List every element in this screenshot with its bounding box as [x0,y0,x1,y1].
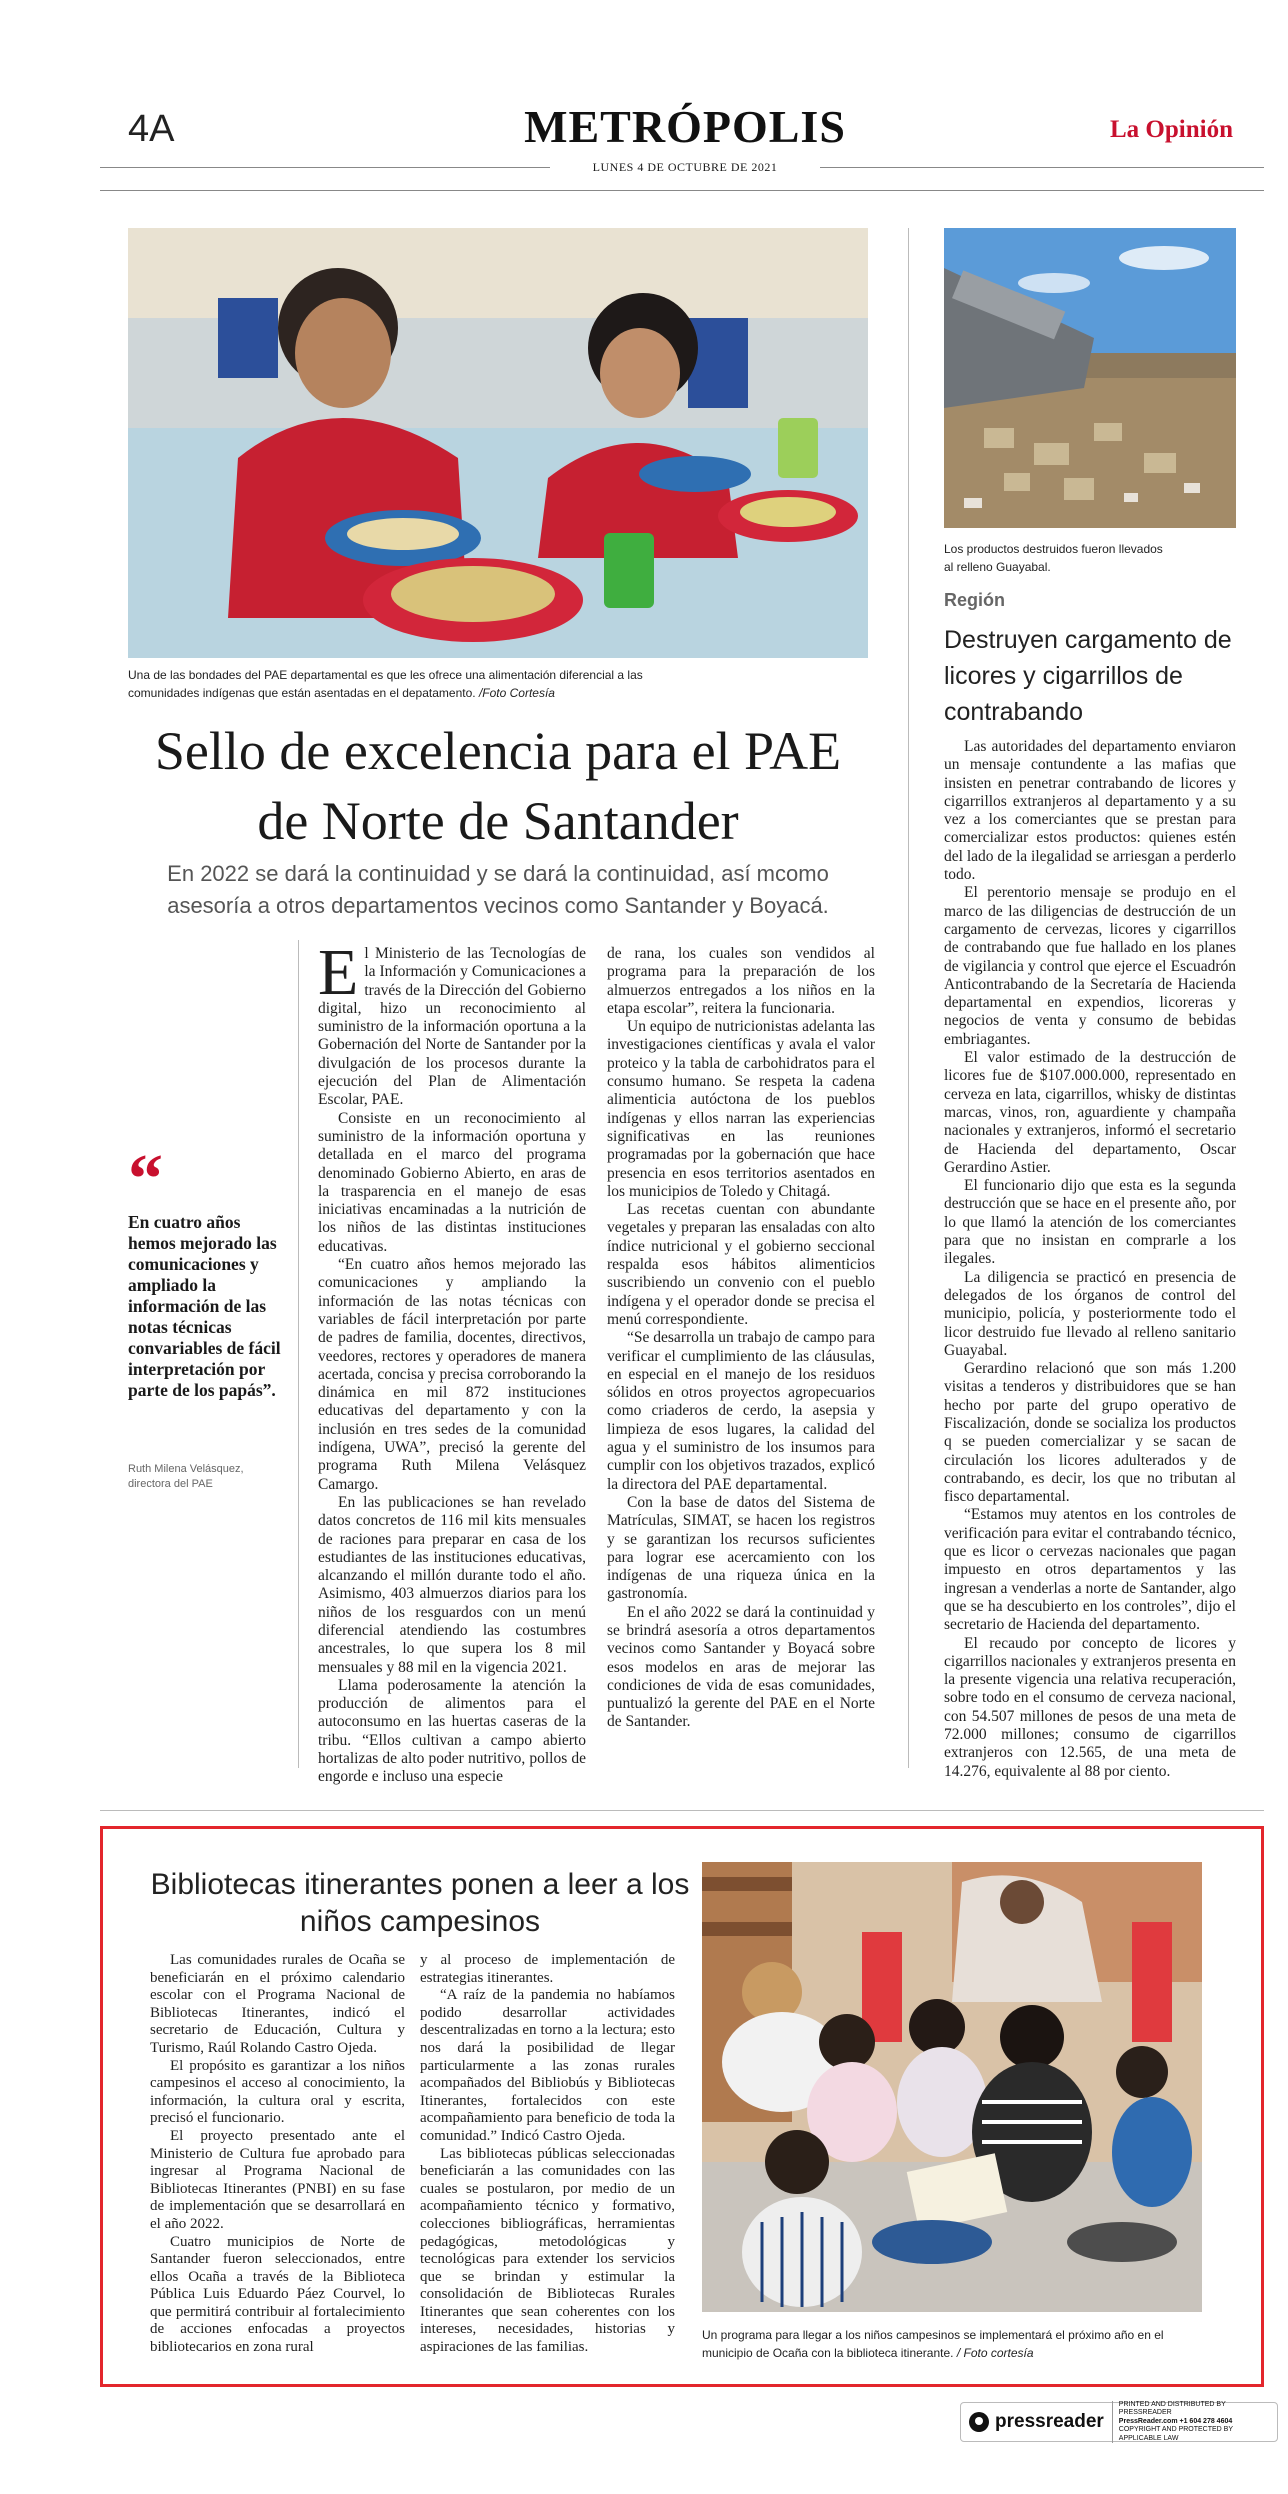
main-body-lead-text: l Ministerio de las Tecnologías de la Información y Comunicaciones a través de la Dirección del Gobierno digital, hizo un reconocimiento al suministro de la información oportuna a la Gobernación del Norte de Santander por la divulgación de los procesos durante la ejecución del Plan de Alimentación Escolar, PAE. [318,945,586,1109]
quote-mark-icon: “ [128,1141,163,1218]
main-body-paragraph: En las publicaciones se han revelado datos concretos de 116 mil kits mensuales de raciones para preparar en casa de los estudiantes de las instituciones educativas, alcanzando el millón durante todo el año. Asimismo, 403 almuerzos diarios para los niños de los resguardos con un menú diferencial atendiendo las costumbres ancestrales, lo que supera los 8 mil mensuales y 88 mil en la vigencia 2021. [318,1493,586,1676]
header-rule-bottom [100,190,1264,191]
drop-cap: E [318,936,359,1009]
main-body-paragraph: “En cuatro años hemos mejorado las comunicaciones y ampliando la información de las notas técnicas con variables de fácil interpretación por parte de padres de familia, docentes, directivos, veedores, rectores y operadores de manera acertada, concisa y precisa corroborando la dinámica en mil 872 instituciones educativas del departamento y con la inclusión en tres sedes de la comunidad indígena, UWA”, precisó la gerente del programa Ruth Milena Velásquez Camargo. [318,1256,586,1493]
pressreader-icon [969,2412,989,2432]
box-body-paragraph: y al proceso de implementación de estrategias itinerantes. [420,1952,675,1986]
main-body-column-2 [607,945,875,1732]
main-body-paragraph: Llama poderosamente la atención la producción de alimentos para el autoconsumo en las huertas caseras de la tribu. “Ellos cultivan a campo abierto hortalizas de alto poder nutritivo, pollos de engorde e incluso una especie [318,1676,586,1786]
side-body-paragraph: El perentorio mensaje se produjo en el marco de las diligencias de destrucción de un cargamento de cervezas, licores y cigarrillos de contrabando que fue hallado en los planes de vigilancia y control que ejerce el Escuadrón Anticontrabando de la Secretaría de Hacienda departamental en expendios, licoreras y negocios de venta y consumo de bebidas embriagantes. [944,884,1236,1048]
side-body-paragraph: Las autoridades del departamento enviaron un mensaje contundente a las mafias que insisten en penetrar contrabando de licores y cigarrillos extranjeros al departamento y a su vez a los comerciantes que se prestan para comercializar estos productos: quienes estén del lado de la ilegalidad se arriesgan a perderlo todo. [944,738,1236,884]
box-body-paragraph: Las bibliotecas públicas seleccionadas beneficiarán a las comunidades con las cuales se postularon, por medio de un acompañamiento técnico y formativo, colecciones bibliográficas, herramientas pedagógicas, metodológicas y tecnológicas para extender los servicios que se brindan y estimular la consolidación de Bibliotecas Rurales Itinerantes que sean coherentes con los intereses, necesidades, historias y aspiraciones de las familias. [420,2145,675,2356]
side-story-photo [944,228,1236,528]
column-divider-quote [298,940,299,1768]
main-story-photo [128,228,868,658]
main-body-paragraph: de rana, los cuales son vendidos al programa para la preparación de los almuerzos entregados a los niños en la etapa escolar”, reitera la funcionaria. [607,945,875,1017]
newspaper-logo: La Opinión [1110,116,1233,143]
main-body-paragraph: Un equipo de nutricionistas adelanta las investigaciones científicas y avala el valor proteico y la tabla de carbohidratos para el consumo humano. Se respeta la cadena alimenticia autóctona de los pueblos indígenas y ellos narran las experiencias significativas en las reuniones programadas por la gobernación que hace presencia en esos territorios asentados en los municipios de Toledo y Chitagá. [607,1018,875,1200]
side-body-paragraph: La diligencia se practicó en presencia de delegados de los órganos de control del municipio, policía, y posteriormente todo el licor destruido fue llevado al relleno sanitario Guayabal. [944,1268,1236,1359]
header-date: LUNES 4 DE OCTUBRE DE 2021 [592,160,778,174]
box-photo-credit: / Foto cortesía [956,2346,1034,2360]
main-photo-caption-text: Una de las bondades del PAE departamental es que les ofrece una alimentación diferencial a las comunidades indígenas que están asentadas en el depatamento. [128,668,643,700]
side-body-paragraph: El recaudo por concepto de licores y cigarrillos nacionales y extranjeros presenta en la presente vigencia una relativa recuperación, sobre todo en el consumo de cerveza nacional, con 54.507 millones de pesos de una meta de 72.000 millones; consumo de cigarrillos extranjeros con 12.565, de una meta de 14.276, equivalente al 88 por ciento. [944,1634,1236,1780]
box-story-photo [702,1862,1202,2312]
section-title: METRÓPOLIS [524,101,846,152]
box-body-paragraph: Las comunidades rurales de Ocaña se beneficiarán en el próximo calendario escolar con el Programa Nacional de Bibliotecas Itinerantes, indicó el secretario de Educación, Cultura y Turismo, Raúl Rolando Castro Ojeda. [150,1952,405,2056]
main-body-paragraph: Consiste en un reconocimiento al suministro de la información oportuna y detallada en el marco del programa denominado Gobierno Abierto, en aras de la trasparencia en el manejo de esas iniciativas encaminadas a la nutrición de los niños de las distintas instituciones educativas. [318,1109,586,1255]
box-photo-caption [702,2326,1172,2362]
pressreader-fine-print [1112,2401,1269,2444]
pull-quote-author: Ruth Milena Velásquez, directora del PAE [128,1463,244,1490]
main-body-column-1 [318,936,586,1787]
side-body-column [944,738,1236,1781]
side-body-paragraph: Gerardino relacionó que son más 1.200 visitas a tenderos y distribuidores que se han hecho por parte del grupo operativo de Fiscalización, donde se socializa los productos q se pueden comercializar y se sacan de circulación los licores adulterados y de contrabando, es decir, los que no tributan al fisco departamental. [944,1360,1236,1506]
pressreader-logo-text: pressreader [995,2411,1104,2432]
box-body-paragraph: “A raíz de la pandemia no habíamos podido desarrollar actividades descentralizadas en torno a la lectura; esto nos dará la posibilidad de llegar particularmente a las zonas rurales acompañados del Bibliobús y Bibliotecas Itinerantes, fortalecidos con este acompañamiento para beneficio de toda la comunidad.” Indicó Castro Ojeda. [420,1987,675,2144]
pull-quote: En cuatro años hemos mejorado las comunicaciones y ampliado la información de las notas técnicas convariables de fácil interpretación por parte de los papás”. [128,1212,281,1400]
box-photo-caption-text: Un programa para llegar a los niños campesinos se implementará el próximo año en el municipio de Ocaña con la biblioteca itinerante. [702,2328,1164,2360]
box-body-column-2 [420,1952,675,2357]
box-body-paragraph: Cuatro municipios de Norte de Santander fueron seleccionados, entre ellos Ocaña a través de la Biblioteca Pública Luis Eduardo Páez Courvel, lo que permitirá contribuir al fortalecimiento de acciones enfocadas a proyectos bibliotecarios en zona rural [150,2233,405,2356]
pressreader-logo [969,2411,1104,2433]
box-headline: Bibliotecas itinerantes ponen a leer a los niños campesinos [150,1868,690,1938]
main-deck: En 2022 se dará la continuidad y se dará la continuidad, así mcomo asesoría a otros departamentos vecinos como Santander y Boyacá. [167,861,829,918]
box-body-column-1 [150,1952,405,2357]
main-photo-caption [128,666,668,702]
header-rule-left [100,167,550,168]
box-body-paragraph: El proyecto presentado ante el Ministerio de Cultura fue aprobado para ingresar al Programa Nacional de Bibliotecas Itinerantes (PNBI) en su fase de implementación que se desarrollará en el año 2022. [150,2127,405,2232]
pressreader-fine-line: COPYRIGHT AND PROTECTED BY APPLICABLE LAW [1118,2426,1233,2442]
pressreader-badge[interactable] [960,2402,1278,2442]
side-photo-caption: Los productos destruidos fueron llevados al relleno Guayabal. [944,542,1163,574]
main-headline: Sello de excelencia para el PAE de Norte de Santander [154,721,842,851]
pressreader-fine-line: PressReader.com +1 604 278 4604 [1118,2417,1233,2425]
section-divider [100,1810,1264,1811]
side-body-paragraph: “Estamos muy atentos en los controles de verificación para evitar el contrabando técnico, que es licor o cervezas nacionales que pagan impuesto en otros departamentos y las ingresan a venderlas a norte de Santander, algo que se ha descubierto en los controles”, dijo el secretario de Hacienda del departamento. [944,1506,1236,1634]
main-body-paragraph: Las recetas cuentan con abundante vegetales y preparan las ensaladas con alto índice nutricional y el gobierno seccional respalda esos hábitos alimenticios suscribiendo un convenio con el pueblo indígena y el operador donde se precisa el menú correspondiente. [607,1201,875,1328]
pressreader-fine-line: PRINTED AND DISTRIBUTED BY PRESSREADER [1118,2400,1226,2417]
side-section-label: Región [944,590,1005,610]
column-divider-side [908,228,909,1768]
main-body-paragraph: En el año 2022 se dará la continuidad y se brindrá asesoría a otros departamentos vecinos como Santander y Boyacá sobre esos modelos en aras de mejorar las condiciones de vida de esas comunidades, puntualizó la gerente del PAE en el Norte de Santander. [607,1603,875,1731]
page-number: 4A [128,108,175,150]
main-body-lead [318,936,586,1110]
box-body-paragraph: El propósito es garantizar a los niños campesinos el acceso al conocimiento, la información, la cultura oral y escrita, precisó el funcionario. [150,2057,405,2127]
header-rule-right [820,167,1264,168]
main-body-paragraph: “Se desarrolla un trabajo de campo para verificar el cumplimiento de las cláusulas, en especial en el manejo de los residuos sólidos en otros proyectos agropecuarios como criaderos de cerdo, la asepsia y limpieza de esos lugares, la calidad del agua y el suministro de los insumos para cumplir con los objetivos trazados, explicó la directora del PAE departamental. [607,1329,875,1493]
side-body-paragraph: El valor estimado de la destrucción de licores fue de $107.000.000, representado en cerveza en lata, cigarrillos, whisky de distintas marcas, vinos, ron, aguardiente y champaña nacionales y extranjeros, informó el secretario de Hacienda del departamento, Oscar Gerardino Astier. [944,1049,1236,1176]
side-body-paragraph: El funcionario dijo que esta es la segunda destrucción que se hace en el presente año, por lo que llamó la atención de los comerciantes para que no insistan en comprarle a los ilegales. [944,1177,1236,1268]
side-headline: Destruyen cargamento de licores y cigarrillos de contrabando [944,626,1232,726]
main-body-paragraph: Con la base de datos del Sistema de Matrículas, SIMAT, se hacen los registros y se garantizan los recursos suficientes para lograr ese acercamiento con los indígenas de una riqueza única en la gastronomía. [607,1493,875,1603]
main-photo-credit: /Foto Cortesía [478,686,555,700]
